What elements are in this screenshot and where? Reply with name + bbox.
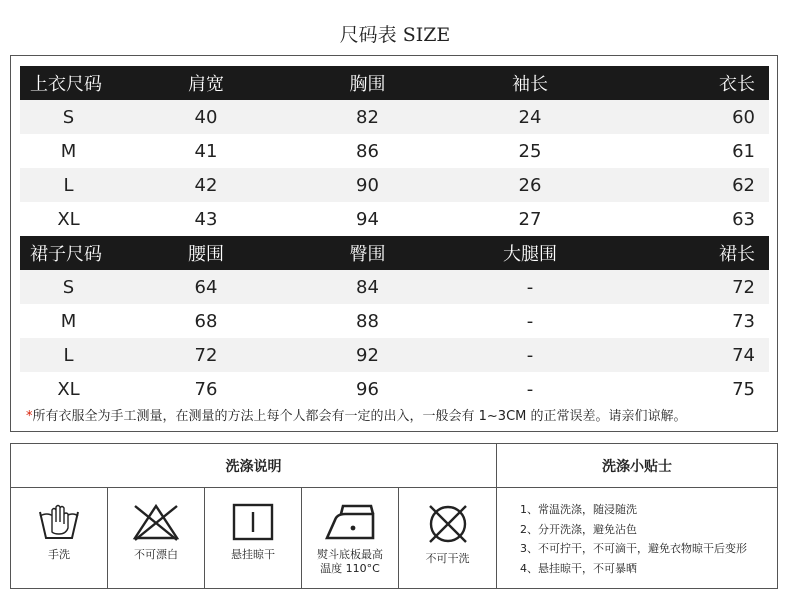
care-label-no-dry-clean: 不可干洗 bbox=[425, 552, 470, 565]
skirts-header-size: 裙子尺码 bbox=[30, 244, 102, 265]
tip-item: 1、常温洗涤，随浸随洗 bbox=[520, 503, 637, 516]
care-item-no-bleach bbox=[108, 488, 205, 588]
tops-cell: 60 bbox=[732, 106, 755, 128]
tops-cell: 63 bbox=[732, 208, 755, 230]
tops-header-length: 衣长 bbox=[719, 74, 755, 95]
skirts-row bbox=[20, 304, 769, 338]
tops-header-chest: 胸围 bbox=[349, 74, 386, 95]
tops-row bbox=[20, 134, 769, 168]
tops-cell: 86 bbox=[356, 140, 379, 162]
no-dry-clean-icon bbox=[426, 502, 470, 546]
skirts-cell: 72 bbox=[732, 276, 755, 298]
skirts-cell: 64 bbox=[194, 276, 218, 298]
tops-cell: 24 bbox=[518, 106, 542, 128]
skirts-cell: 68 bbox=[194, 310, 218, 332]
tops-cell: 94 bbox=[356, 208, 379, 230]
note-star: * bbox=[26, 409, 33, 424]
tops-cell: 42 bbox=[194, 174, 218, 196]
care-item-no-dry-clean bbox=[399, 488, 496, 588]
skirts-cell: - bbox=[526, 276, 534, 298]
size-table bbox=[20, 66, 769, 406]
tops-cell: L bbox=[63, 174, 74, 196]
tops-cell: 43 bbox=[194, 208, 218, 230]
tops-cell: M bbox=[60, 140, 77, 162]
tops-cell: 27 bbox=[518, 208, 542, 230]
hang-dry-icon bbox=[231, 502, 275, 542]
care-label-hang-dry: 悬挂晾干 bbox=[231, 548, 275, 561]
skirts-cell: XL bbox=[57, 378, 80, 400]
hand-wash-icon bbox=[37, 502, 81, 542]
tops-header-row bbox=[20, 66, 769, 100]
measurement-note bbox=[26, 405, 687, 424]
skirts-cell: S bbox=[62, 276, 75, 298]
tops-cell: 26 bbox=[518, 174, 542, 196]
tip-item: 4、悬挂晾干，不可暴晒 bbox=[520, 561, 637, 575]
tops-cell: 25 bbox=[518, 140, 542, 162]
skirts-cell: 96 bbox=[356, 378, 379, 400]
skirts-cell: - bbox=[526, 378, 534, 400]
care-label-no-bleach: 不可漂白 bbox=[134, 548, 178, 561]
page-title: 尺码表 SIZE bbox=[339, 24, 451, 46]
skirts-cell: 76 bbox=[194, 378, 218, 400]
tops-cell: 90 bbox=[356, 174, 379, 196]
care-item-iron bbox=[302, 488, 399, 588]
tops-cell: XL bbox=[57, 208, 80, 230]
tops-row bbox=[20, 202, 769, 236]
skirts-row bbox=[20, 270, 769, 304]
skirts-cell: 84 bbox=[356, 276, 379, 298]
tops-row bbox=[20, 168, 769, 202]
care-item-hand-wash bbox=[11, 488, 108, 588]
skirts-header-row bbox=[20, 236, 769, 270]
tops-cell: S bbox=[62, 106, 75, 128]
skirts-header-length: 裙长 bbox=[719, 244, 755, 265]
tops-cell: 62 bbox=[732, 174, 755, 196]
skirts-cell: M bbox=[60, 310, 77, 332]
skirts-cell: 92 bbox=[356, 344, 379, 366]
tips-list bbox=[520, 500, 747, 578]
tops-header-shoulder: 肩宽 bbox=[188, 74, 224, 95]
no-bleach-icon bbox=[131, 502, 181, 542]
iron-icon bbox=[323, 502, 377, 542]
skirts-cell: 73 bbox=[732, 310, 755, 332]
note-text: 所有衣服全为手工测量，在测量的方法上每个人都会有一定的出入，一般会有 1~3CM 的正常误差。请亲们谅解。 bbox=[32, 409, 687, 424]
skirts-cell: 75 bbox=[732, 378, 755, 400]
skirts-cell: - bbox=[526, 310, 534, 332]
tops-header-size: 上衣尺码 bbox=[30, 74, 102, 95]
care-label-hand-wash: 手洗 bbox=[48, 548, 70, 561]
skirts-cell: - bbox=[526, 344, 534, 366]
tops-header-sleeve: 袖长 bbox=[512, 74, 548, 95]
care-divider bbox=[496, 444, 497, 588]
skirts-header-waist: 腰围 bbox=[188, 244, 224, 265]
tops-row bbox=[20, 100, 769, 134]
skirts-header-thigh: 大腿围 bbox=[503, 244, 557, 265]
tops-cell: 61 bbox=[732, 140, 755, 162]
skirts-row bbox=[20, 338, 769, 372]
skirts-row bbox=[20, 372, 769, 406]
tops-cell: 41 bbox=[194, 140, 218, 162]
tip-item: 3、不可拧干，不可滴干，避免衣物晾干后变形 bbox=[520, 542, 747, 555]
skirts-cell: 88 bbox=[356, 310, 379, 332]
skirts-cell: L bbox=[63, 344, 74, 366]
tips-heading: 洗涤小贴士 bbox=[497, 444, 777, 488]
skirts-cell: 74 bbox=[732, 344, 755, 366]
care-item-hang-dry bbox=[205, 488, 302, 588]
skirts-cell: 72 bbox=[194, 344, 218, 366]
skirts-header-hip: 臀围 bbox=[349, 244, 386, 265]
tops-cell: 40 bbox=[194, 106, 218, 128]
tops-cell: 82 bbox=[356, 106, 379, 128]
tip-item: 2、分开洗涤，避免沾色 bbox=[520, 522, 637, 536]
care-heading: 洗涤说明 bbox=[11, 444, 496, 488]
care-label-iron: 熨斗底板最高 温度 110°C bbox=[317, 548, 383, 575]
